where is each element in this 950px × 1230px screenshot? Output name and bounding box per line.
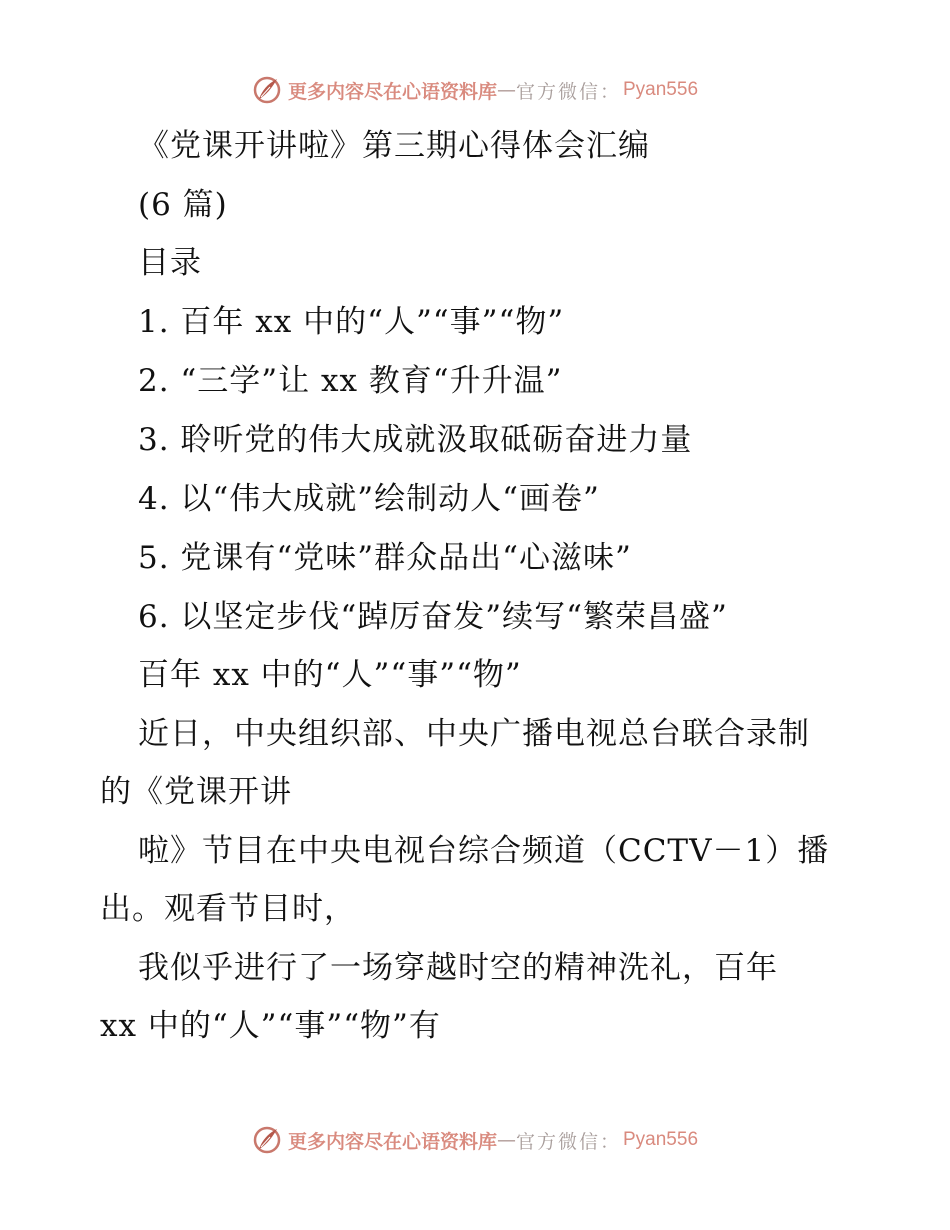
toc-heading: 目录 bbox=[138, 245, 202, 281]
watermark-brand-text: 更多内容尽在心语资料库 bbox=[287, 1130, 497, 1153]
body-paragraph-line: 近日，中央组织部、中央广播电视总台联合录制 bbox=[138, 716, 810, 752]
section-heading: 百年 xx 中的“人”“事”“物” bbox=[138, 657, 522, 693]
document-title: 《党课开讲啦》第三期心得体会汇编 bbox=[138, 128, 650, 164]
body-paragraph-line: xx 中的“人”“事”“物”有 bbox=[100, 1008, 441, 1044]
watermark-wechat-id: Pyan556 bbox=[623, 79, 699, 100]
watermark-dash: — bbox=[496, 1129, 516, 1151]
toc-item: 3. 聆听党的伟大成就汲取砥砺奋进力量 bbox=[138, 422, 693, 458]
toc-item: 4. 以“伟大成就”绘制动人“画卷” bbox=[138, 481, 600, 517]
quill-pen-logo-icon bbox=[252, 1125, 282, 1155]
body-paragraph-line: 的《党课开讲 bbox=[100, 774, 292, 810]
document-count: (6 篇) bbox=[138, 187, 228, 223]
header-watermark bbox=[0, 70, 950, 110]
watermark-dash: — bbox=[496, 79, 516, 101]
toc-item: 2. “三学”让 xx 教育“升升温” bbox=[138, 363, 563, 399]
watermark-label: 官方微信： bbox=[515, 80, 621, 103]
toc-item: 1. 百年 xx 中的“人”“事”“物” bbox=[138, 304, 565, 340]
watermark-wechat-id: Pyan556 bbox=[623, 1129, 699, 1150]
watermark-label: 官方微信： bbox=[515, 1130, 621, 1153]
footer-watermark bbox=[0, 1120, 950, 1160]
watermark-brand-text: 更多内容尽在心语资料库 bbox=[287, 80, 497, 103]
quill-pen-logo-icon bbox=[252, 75, 282, 105]
body-paragraph-line: 出。观看节目时， bbox=[100, 891, 356, 927]
body-paragraph-line: 啦》节目在中央电视台综合频道（CCTV－1）播 bbox=[138, 833, 830, 869]
body-paragraph-line: 我似乎进行了一场穿越时空的精神洗礼，百年 bbox=[138, 950, 778, 986]
toc-item: 6. 以坚定步伐“踔厉奋发”续写“繁荣昌盛” bbox=[138, 599, 728, 635]
toc-item: 5. 党课有“党味”群众品出“心滋味” bbox=[138, 540, 632, 576]
